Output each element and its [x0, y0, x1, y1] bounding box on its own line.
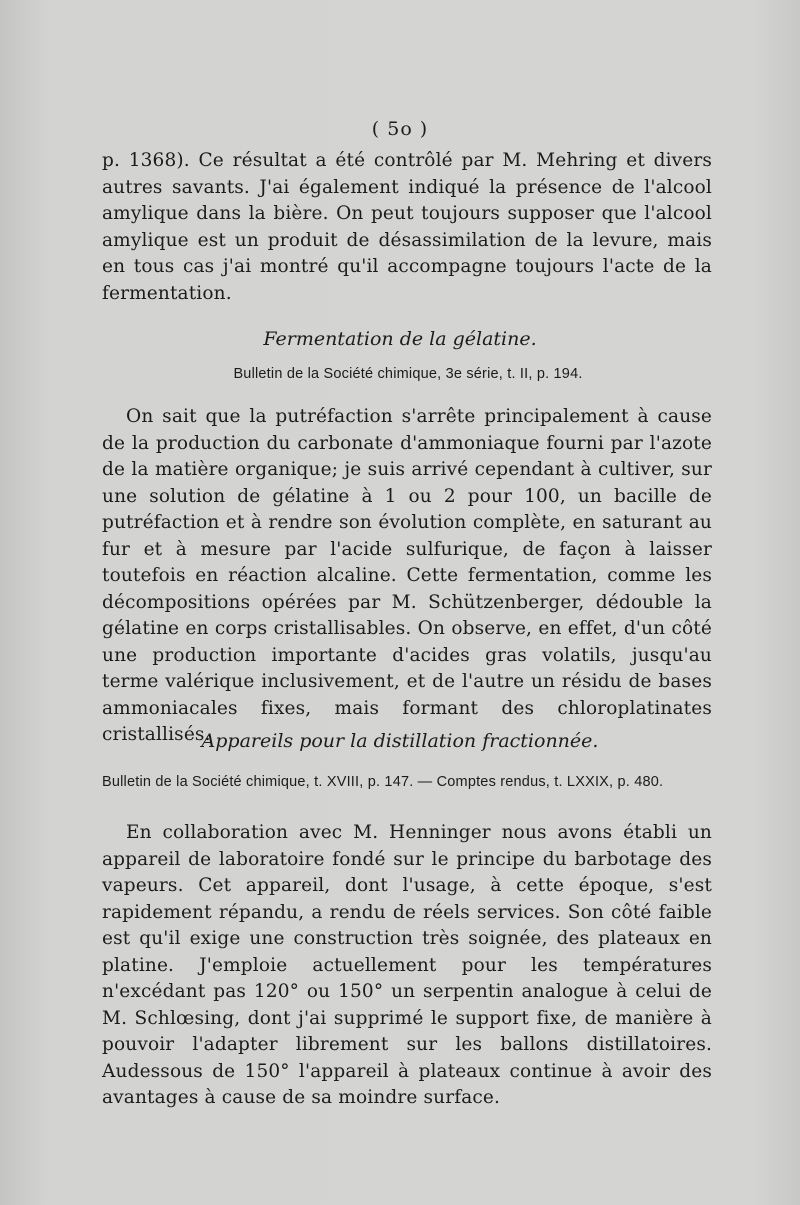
paragraph-continuation: p. 1368). Ce résultat a été contrôlé par M. Mehring et divers autres savants. J'ai également indiqué la présence de l'alcool amylique dans la bière. On peut toujours supposer que l'alcool amylique est un produit de désassimilation de la levure, mais en tous cas j'ai montré qu'il accompagne toujours l'acte de la fermentation.	[102, 150, 712, 304]
reference-fermentation: Bulletin de la Société chimique, 3e série, t. II, p. 194.	[233, 366, 583, 382]
section-title-fermentation: Fermentation de la gélatine.	[263, 328, 537, 350]
section-title-distillation: Appareils pour la distillation fractionnée.	[201, 730, 599, 752]
reference-distillation: Bulletin de la Société chimique, t. XVIII, p. 147. — Comptes rendus, t. LXXIX, p. 480.	[102, 774, 664, 790]
paragraph-distillation: En collaboration avec M. Henninger nous avons établi un appareil de laboratoire fondé sur le principe du barbotage des vapeurs. Cet appareil, dont l'usage, à cette époque, s'est rapidement répandu, a rendu de réels services. Son côté faible est qu'il exige une construction très soignée, des plateaux en platine. J'emploie actuellement pour les températures n'excédant pas 120° ou 150° un serpentin analogue à celui de M. Schlœsing, dont j'ai supprimé le support fixe, de manière à pouvoir l'adapter librement sur les ballons distillatoires. Audessous de 150° l'appareil à plateaux continue à avoir des avantages à cause de sa moindre surface.	[102, 822, 712, 1108]
paragraph-fermentation: On sait que la putréfaction s'arrête principalement à cause de la production du carbonate d'ammoniaque fourni par l'azote de la matière organique; je suis arrivé cependant à cultiver, sur une solution de gélatine à 1 ou 2 pour 100, un bacille de putréfaction et à rendre son évolution complète, en saturant au fur et à mesure par l'acide sulfurique, de façon à laisser toutefois en réaction alcaline. Cette fermentation, comme les décompositions opérées par M. Schützenberger, dédouble la gélatine en corps cristallisables. On observe, en effet, d'un côté une production importante d'acides gras volatils, jusqu'au terme valérique inclusivement, et de l'autre un résidu de bases ammoniacales fixes, mais formant des chloroplatinates cristallisés.	[102, 406, 712, 745]
page-number: ( 5o )	[371, 118, 429, 140]
